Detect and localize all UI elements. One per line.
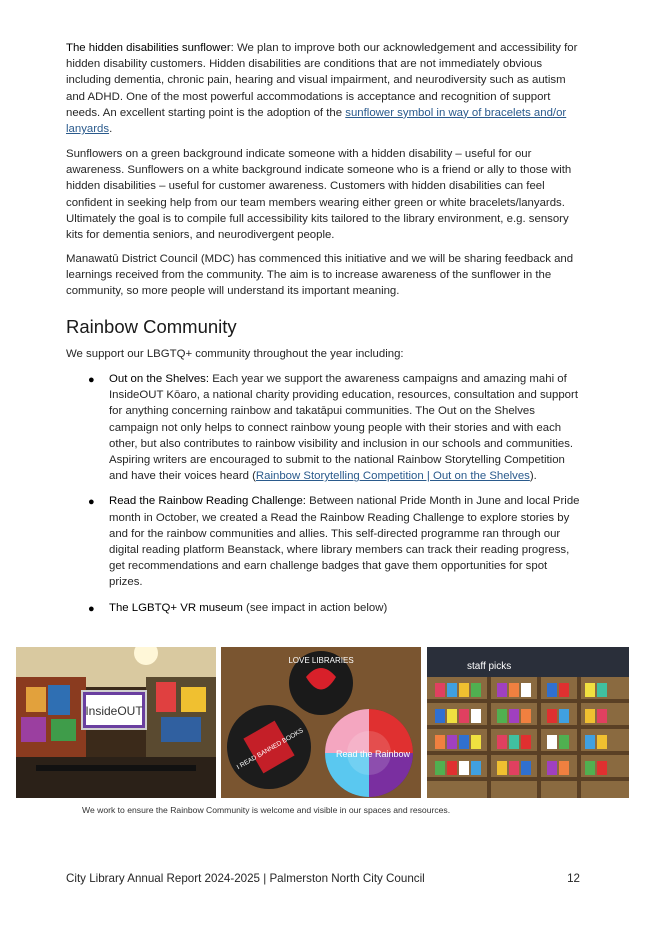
sunflower-title: The hidden disabilities sunflower	[66, 42, 231, 54]
photo-insideout-display	[16, 647, 216, 798]
sunflower-paragraph-2: Sunflowers on a green background indicate someone with a hidden disability – useful for our awareness. Sunflowers on a white background indicate someone who is a friend or ally to those with hidden disabilities – useful for customer awareness. Customers with hidden disabilities can feel confident in seeking help from our team members wearing either green or white bracelets/lanyards. Ultimately the goal is to compile full accessibility kits tailored to the library environment, e.g. sensory kits for dementia seniors, and neurodivergent people.	[66, 148, 572, 242]
list-item: ● The LGBTQ+ VR museum (see impact in action below)	[86, 600, 580, 616]
footer-text: City Library Annual Report 2024-2025 | Palmerston North City Council	[66, 872, 425, 885]
insideout-sign-text: InsideOUT	[85, 704, 143, 718]
sunflower-link[interactable]: sunflower symbol in way of bracelets and/or lanyards	[66, 106, 567, 136]
list-item: ● Out on the Shelves: Each year we support the awareness campaigns and amazing mahi of InsideOUT Kōaro, a national charity providing education, resources, consultation and support for anything concerning rainbow and takatāpui communities. The Out on the Shelves campaign not only helps to connect rainbow young people with their stories and with each other, but also contributes to rainbow visibility and inclusion in our schools and communities. Aspiring writers are encouraged to submit to the national Rainbow Storytelling Competition and have their voices heard (Rainbow Storytelling Competition | Out on the Shelves).	[88, 373, 578, 483]
bullet-icon: ●	[88, 602, 95, 615]
photo-caption: We work to ensure the Rainbow Community is welcome and visible in our spaces and resources.	[82, 805, 451, 815]
mdc-paragraph: Manawatū District Council (MDC) has commenced this initiative and we will be sharing feedback and learnings received from the community. The aim is to increase awareness of the sunflower in the community, so more people will understand its important meaning.	[66, 253, 574, 298]
rainbow-intro: We support our LBGTQ+ community throughout the year including:	[66, 348, 404, 360]
staff-picks-sign: staff picks	[467, 661, 512, 672]
bullet-icon: ●	[88, 374, 95, 386]
staff-picks-image	[427, 647, 629, 798]
badges-image	[221, 647, 421, 798]
insideout-display-image	[16, 647, 216, 798]
badge-banned-books: I READ BANNED BOOKS	[235, 727, 305, 772]
page-number: 12	[567, 872, 580, 885]
storytelling-link[interactable]: Rainbow Storytelling Competition | Out on the Shelves	[255, 470, 530, 483]
rainbow-list	[86, 371, 580, 625]
page-footer	[66, 872, 580, 885]
photo-strip	[16, 647, 629, 798]
sunflower-paragraph: The hidden disabilities sunflower: We plan to improve both our acknowledgement and accessibility for hidden disability customers. Hidden disabilities are conditions that are not immediately obvious including dementia, chronic pain, hearing and visual impairment, and neurodiversity such as autism and ADHD. One of the most powerful accommodations is acceptance and recognition of support needs. An excellent starting point is the adoption of the sunflower symbol in way of bracelets and/or lanyards.	[66, 42, 578, 136]
rainbow-heading: Rainbow Community	[66, 316, 237, 337]
bullet-icon: ●	[88, 496, 95, 509]
badge-read-the-rainbow: Read the Rainbow	[335, 749, 411, 759]
photo-badges	[221, 647, 421, 798]
photo-staff-picks	[427, 647, 629, 798]
badge-love-libraries: LOVE LIBRARIES	[288, 656, 354, 665]
list-item: ● Read the Rainbow Reading Challenge: Between national Pride Month in June and local Pride month in October, we created a Read the Rainbow Reading Challenge to explore stories by and for the rainbow communities and allies. This self-directed programme ran through our digital reading platform Beanstack, where library members can track their reading progress, get recommendations and earn challenge badges that gave them opportunities for spot prizes.	[88, 495, 580, 589]
sunflower-text: : We plan to improve both our acknowledgement and accessibility for hidden disability customers. Hidden disabilities are conditions that are not immediately obvious including dementia, chronic pain, hearing and visual impairment, and neurodiversity such as autism and ADHD. One of the most powerful accommodations is acceptance and recognition of support needs. An excellent starting point is the adoption of the	[66, 42, 578, 119]
